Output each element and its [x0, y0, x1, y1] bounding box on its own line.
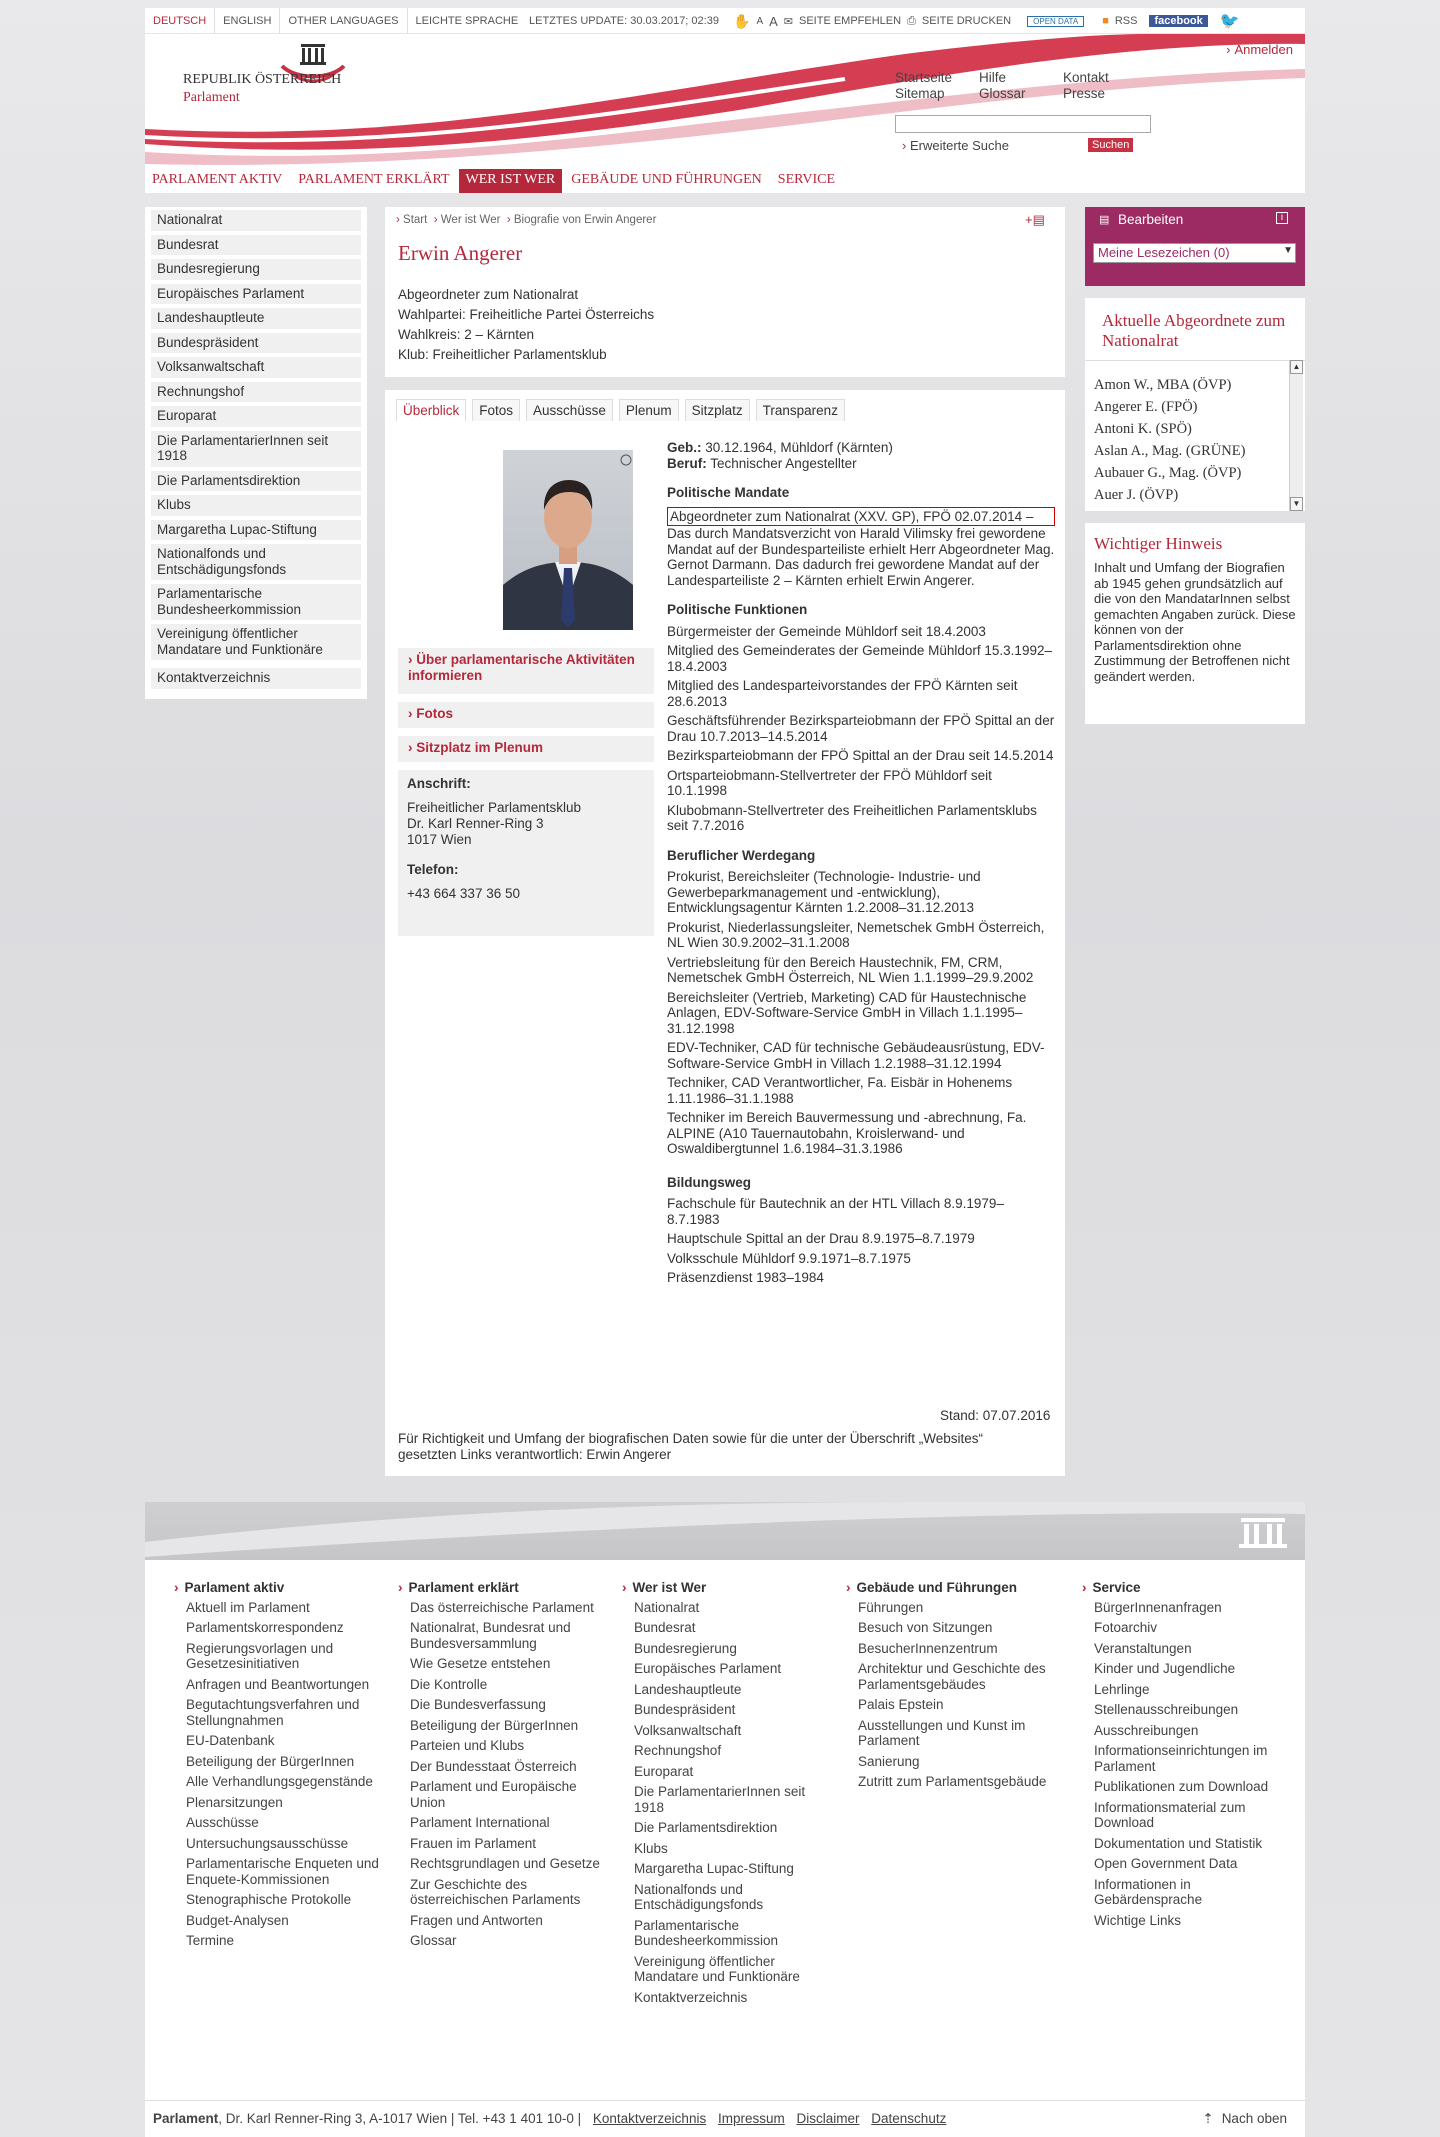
function-item: Bezirksparteiobmann der FPÖ Spittal an der Drau seit 14.5.2014: [667, 748, 1054, 763]
footer-link[interactable]: Parlament International: [410, 1815, 550, 1830]
contact-box: [398, 770, 654, 936]
bookmark-add-icon[interactable]: +▤: [1025, 212, 1045, 227]
footer-link[interactable]: Europäisches Parlament: [634, 1661, 782, 1676]
phone-label: Telefon:: [407, 862, 459, 877]
mail-icon[interactable]: ✉: [783, 15, 793, 28]
footer-link[interactable]: Anfragen und Beantwortungen: [186, 1676, 370, 1692]
sidebar-item[interactable]: Nationalfonds und Entschädigungsfonds: [151, 544, 361, 580]
footer-band: [145, 1502, 1305, 1560]
top-bar: [145, 8, 1305, 34]
footer-link[interactable]: Lehrlinge: [1094, 1681, 1150, 1697]
login-link[interactable]: › Anmelden: [1226, 42, 1293, 57]
search-button[interactable]: Suchen: [1088, 138, 1133, 152]
footer-link[interactable]: Die Bundesverfassung: [410, 1697, 546, 1712]
utility-nav: [895, 70, 1155, 102]
footer-col-parlament-erklaert: › Parlament erklärt Das österreichische Parlament Nationalrat, Bundesrat und Bundesversammlung Wie Gesetze entstehen Die Kontrolle Die Bundesverfassung Beteiligung der BürgerInnen Parteien und Klubs Der Bundesstaat Österreich Parlament und Europäische Union Parlament International Frauen im Parlament Rechtsgrundlagen und Gesetze Zur Geschichte des österreichischen Parlaments Fragen und Antworten Glossar: [398, 1580, 606, 1954]
bio-details: [667, 440, 1055, 1290]
sidebar-item[interactable]: Vereinigung öffentlicher Mandatare und Funktionäre: [151, 624, 361, 660]
bookmarks-value: Meine Lesezeichen (0): [1098, 245, 1230, 260]
footer-link[interactable]: Nationalrat: [634, 1599, 700, 1615]
breadcrumb-wer-ist-wer[interactable]: Wer ist Wer: [440, 214, 501, 226]
footer-link[interactable]: Das österreichische Parlament: [410, 1599, 594, 1615]
mandates-heading: Politische Mandate: [667, 485, 790, 500]
list-item[interactable]: Aubauer G., Mag. (ÖVP): [1094, 465, 1242, 481]
breadcrumb: › Start › Wer ist Wer › Biografie von Erwin Angerer: [396, 214, 657, 226]
address-label: Anschrift:: [407, 776, 471, 791]
scroll-down-icon[interactable]: ▼: [1290, 497, 1303, 511]
footer-col-service: › Service BürgerInnenanfragen Fotoarchiv Veranstaltungen Kinder und Jugendliche Lehrlinge Stellenausschreibungen Ausschreibungen Informationseinrichtungen im Parlament Publikationen zum Download Informationsmaterial zum Download Dokumentation und Statistik Open Government Data Informationen in Gebärdensprache Wichtige Links: [1082, 1580, 1290, 1933]
phone-number: +43 664 337 36 50: [407, 886, 520, 901]
footer-link[interactable]: Informationsmaterial zum Download: [1094, 1799, 1246, 1830]
footer-link[interactable]: Budget-Analysen: [186, 1912, 289, 1928]
list-item[interactable]: Aslan A., Mag. (GRÜNE): [1094, 443, 1246, 459]
footer-link[interactable]: Zutritt zum Parlamentsgebäude: [858, 1774, 1047, 1789]
open-data-badge[interactable]: OPEN DATA: [1027, 16, 1084, 27]
footer-link[interactable]: Architektur und Geschichte des Parlamentsgebäudes: [858, 1661, 1046, 1692]
footer-link[interactable]: Volksanwaltschaft: [634, 1722, 742, 1738]
footer-link[interactable]: Nationalfonds und Entschädigungsfonds: [634, 1881, 764, 1912]
lang-other[interactable]: OTHER LANGUAGES: [280, 8, 407, 34]
footer-link[interactable]: Plenarsitzungen: [186, 1794, 283, 1810]
footer-col-title[interactable]: Service: [1092, 1580, 1141, 1595]
utility-hilfe[interactable]: Hilfe: [979, 70, 1007, 85]
footer-link[interactable]: Klubs: [634, 1840, 668, 1856]
footer-kontakt-link[interactable]: Kontaktverzeichnis: [592, 2111, 707, 2126]
function-item: Bürgermeister der Gemeinde Mühldorf seit 18.4.2003: [667, 623, 986, 639]
footer-link[interactable]: Europarat: [634, 1763, 694, 1779]
list-item[interactable]: Amon W., MBA (ÖVP): [1094, 377, 1232, 393]
footer-link[interactable]: Der Bundesstaat Österreich: [410, 1758, 577, 1774]
education-item: Fachschule für Bautechnik an der HTL Villach 8.9.1979–8.7.1983: [667, 1196, 1004, 1227]
current-mandate: Abgeordneter zum Nationalrat (XXV. GP), FPÖ 02.07.2014 –: [667, 507, 1055, 527]
education-item: Präsenzdienst 1983–1984: [667, 1270, 824, 1285]
parlament-footer-icon: [1233, 1510, 1293, 1555]
sidebar-item[interactable]: Nationalrat: [151, 210, 361, 231]
current-members-list: [1094, 374, 1284, 506]
lang-deutsch[interactable]: DEUTSCH: [145, 8, 215, 34]
footer-link[interactable]: Frauen im Parlament: [410, 1835, 537, 1851]
footer-link[interactable]: Nationalrat, Bundesrat und Bundesversammlung: [410, 1620, 571, 1651]
footer-link[interactable]: Begutachtungsverfahren und Stellungnahmen: [186, 1697, 360, 1728]
tab-ausschuesse[interactable]: Ausschüsse: [526, 399, 613, 421]
tab-sitzplatz[interactable]: Sitzplatz: [685, 399, 750, 421]
divider: [1085, 360, 1305, 361]
footer-link[interactable]: Publikationen zum Download: [1094, 1779, 1269, 1794]
nav-gebaeude[interactable]: GEBÄUDE UND FÜHRUNGEN: [571, 172, 762, 187]
arrow-up-icon: ⇡: [1202, 2111, 1214, 2126]
activities-label[interactable]: Über parlamentarische Aktivitäten informieren: [408, 652, 635, 683]
login-label[interactable]: Anmelden: [1234, 42, 1293, 57]
font-large-button[interactable]: A: [769, 13, 778, 29]
footer-link[interactable]: Vereinigung öffentlicher Mandatare und Funktionäre: [634, 1953, 800, 1984]
education-heading: Bildungsweg: [667, 1174, 751, 1190]
footer-link[interactable]: Dokumentation und Statistik: [1094, 1835, 1263, 1851]
utility-kontakt[interactable]: Kontakt: [1063, 70, 1109, 85]
footer-link[interactable]: Termine: [186, 1933, 235, 1948]
edit-link[interactable]: Bearbeiten: [1118, 212, 1184, 227]
sidebar-item[interactable]: Volksanwaltschaft: [151, 357, 361, 378]
sidebar-item[interactable]: Bundesregierung: [151, 259, 361, 280]
back-to-top-link[interactable]: [1202, 2111, 1287, 2127]
career-item: Techniker, CAD Verantwortlicher, Fa. Eisbär in Hohenems 1.11.1986–31.1.1988: [667, 1075, 1013, 1106]
footer-link[interactable]: Bundesregierung: [634, 1640, 737, 1656]
footer-link[interactable]: Palais Epstein: [858, 1697, 944, 1712]
footer-link[interactable]: Führungen: [858, 1599, 924, 1615]
chevron-down-icon: ▼: [1283, 245, 1293, 256]
nav-parlament-aktiv[interactable]: PARLAMENT AKTIV: [152, 172, 283, 187]
footer-link[interactable]: Beteiligung der BürgerInnen: [186, 1753, 355, 1769]
photos-label[interactable]: Fotos: [416, 706, 454, 721]
font-small-button[interactable]: A: [756, 15, 764, 27]
footer-link[interactable]: Ausstellungen und Kunst im Parlament: [858, 1717, 1026, 1748]
footer-link[interactable]: Regierungsvorlagen und Gesetzesinitiativen: [186, 1640, 334, 1671]
career-item: Vertriebsleitung für den Bereich Haustechnik, FM, CRM, Nemetschek GmbH Österreich, NL Wien 1.1.1999–29.9.2002: [667, 954, 1034, 985]
photos-link[interactable]: › Fotos: [398, 702, 654, 728]
advanced-search-label[interactable]: Erweiterte Suche: [909, 138, 1009, 153]
footer-datenschutz-link[interactable]: Datenschutz: [871, 2111, 947, 2126]
footer-col-title[interactable]: Parlament aktiv: [184, 1580, 285, 1595]
sidebar-item[interactable]: Klubs: [151, 495, 361, 516]
person-role: Abgeordneter zum Nationalrat: [398, 287, 579, 302]
born-value: 30.12.1964, Mühldorf (Kärnten): [705, 440, 893, 455]
main-nav: [145, 169, 1305, 193]
list-item[interactable]: Angerer E. (FPÖ): [1094, 399, 1198, 415]
breadcrumb-current: Biografie von Erwin Angerer: [513, 214, 657, 226]
advanced-search-link[interactable]: › Erweiterte Suche: [902, 138, 1009, 153]
last-update: LETZTES UPDATE: 30.03.2017; 02:39: [529, 15, 719, 27]
sidebar-nav: [145, 207, 367, 699]
utility-glossar[interactable]: Glossar: [979, 86, 1026, 101]
hint-title: Wichtiger Hinweis: [1094, 534, 1223, 553]
footer-col-wer-ist-wer: › Wer ist Wer Nationalrat Bundesrat Bundesregierung Europäisches Parlament Landeshauptleute Bundespräsident Volksanwaltschaft Rechnungshof Europarat Die ParlamentarierInnen seit 1918 Die Parlamentsdirektion Klubs Margaretha Lupac-Stiftung Nationalfonds und Entschädigungsfonds Parlamentarische Bundesheerkommission Vereinigung öffentlicher Mandatare und Funktionäre Kontaktverzeichnis: [622, 1580, 830, 2010]
footer-link[interactable]: Ausschüsse: [186, 1815, 259, 1830]
org-subname: Parlament: [183, 90, 240, 105]
footer-col-title[interactable]: Parlament erklärt: [408, 1580, 519, 1595]
stand-date: Stand: 07.07.2016: [940, 1408, 1051, 1423]
footer-link[interactable]: Die Kontrolle: [410, 1676, 488, 1692]
footer-link[interactable]: Parteien und Klubs: [410, 1738, 525, 1753]
footer-link[interactable]: Landeshauptleute: [634, 1681, 742, 1697]
footer-link[interactable]: Margaretha Lupac-Stiftung: [634, 1861, 794, 1876]
functions-heading: Politische Funktionen: [667, 602, 808, 617]
footer-link[interactable]: Stenographische Protokolle: [186, 1892, 352, 1907]
portrait-photo[interactable]: [503, 450, 633, 630]
list-item[interactable]: Antoni K. (SPÖ): [1094, 421, 1192, 437]
sidebar-item[interactable]: Bundespräsident: [151, 333, 361, 354]
toolbar: [733, 8, 1240, 34]
hint-text: Inhalt und Umfang der Biografien ab 1945 gehen grundsätzlich auf die von den MandatarInnen selbst gemachten Angaben zurück. Diese können von der Parlamentsdirektion ohne Zustimmung der Betroffenen nicht geändert werden.: [1094, 560, 1296, 684]
footer-link[interactable]: Parlament und Europäische Union: [410, 1779, 577, 1810]
footer-link[interactable]: Veranstaltungen: [1094, 1640, 1192, 1656]
bookmarks-select[interactable]: [1093, 243, 1296, 263]
career-heading: Beruflicher Werdegang: [667, 847, 816, 863]
sidebar-item[interactable]: Rechnungshof: [151, 382, 361, 403]
facebook-button[interactable]: facebook: [1149, 15, 1207, 27]
sidebar-item[interactable]: Europäisches Parlament: [151, 284, 361, 305]
footer-link[interactable]: Ausschreibungen: [1094, 1722, 1199, 1738]
footer-swoosh: [145, 1502, 1305, 1560]
career-item: Bereichsleiter (Vertrieb, Marketing) CAD für Haustechnische Anlagen, EDV-Software-Service GmbH in Villach 1.1.1995–31.12.1998: [667, 989, 1027, 1036]
edit-icon[interactable]: ▤: [1099, 214, 1110, 226]
portrait-image: [503, 450, 633, 630]
print-link[interactable]: SEITE DRUCKEN: [921, 15, 1012, 27]
tab-plenum[interactable]: Plenum: [619, 399, 679, 421]
sidebar-item[interactable]: Parlamentarische Bundesheerkommission: [151, 584, 361, 620]
search-input[interactable]: [895, 115, 1151, 133]
footer-link[interactable]: Kontaktverzeichnis: [634, 1989, 748, 2005]
person-info: [398, 285, 654, 365]
footer-link[interactable]: Glossar: [410, 1933, 457, 1948]
nav-wer-ist-wer[interactable]: WER IST WER: [459, 169, 563, 193]
sidebar-item[interactable]: Margaretha Lupac-Stiftung: [151, 520, 361, 541]
tab-ueberblick[interactable]: Überblick: [396, 399, 466, 421]
footer-link[interactable]: Parlamentskorrespondenz: [186, 1620, 344, 1635]
footer-link[interactable]: BesucherInnenzentrum: [858, 1640, 998, 1656]
footer-col-parlament-aktiv: › Parlament aktiv Aktuell im Parlament Parlamentskorrespondenz Regierungsvorlagen und Gesetzesinitiativen Anfragen und Beantwortungen Begutachtungsverfahren und Stellungnahmen EU-Datenbank Beteiligung der BürgerInnen Alle Verhandlungsgegenstände Plenarsitzungen Ausschüsse Untersuchungsausschüsse Parlamentarische Enqueten und Enquete-Kommissionen Stenographische Protokolle Budget-Analysen Termine: [174, 1580, 382, 1954]
footer-link[interactable]: EU-Datenbank: [186, 1733, 275, 1748]
footer-link[interactable]: Alle Verhandlungsgegenstände: [186, 1774, 373, 1789]
utility-startseite[interactable]: Startseite: [895, 70, 953, 85]
utility-presse[interactable]: Presse: [1063, 86, 1106, 101]
sign-language-icon[interactable]: ✋: [733, 12, 751, 29]
print-icon[interactable]: ⎙: [907, 14, 916, 27]
tab-bar: [396, 399, 845, 421]
footer-link[interactable]: Die ParlamentarierInnen seit 1918: [634, 1784, 806, 1815]
function-item: Mitglied des Gemeinderates der Gemeinde Mühldorf 15.3.1992–18.4.2003: [667, 643, 1052, 674]
footer-link[interactable]: Informationen in Gebärdensprache: [1094, 1876, 1203, 1907]
sidebar-item[interactable]: Die Parlamentsdirektion: [151, 471, 361, 492]
footer-link[interactable]: Die Parlamentsdirektion: [634, 1820, 778, 1835]
back-to-top-label[interactable]: Nach oben: [1221, 2111, 1287, 2126]
twitter-icon[interactable]: 🐦: [1219, 13, 1240, 30]
footer-link[interactable]: Parlamentarische Enqueten und Enquete-Kommissionen: [186, 1856, 379, 1887]
person-district: Wahlkreis: 2 – Kärnten: [398, 327, 535, 342]
footer-link[interactable]: Sanierung: [858, 1753, 920, 1769]
footer-link[interactable]: Kinder und Jugendliche: [1094, 1661, 1236, 1676]
person-club: Klub: Freiheitlicher Parlamentsklub: [398, 347, 607, 362]
career-item: Prokurist, Bereichsleiter (Technologie- Industrie- und Gewerbeparkmanagement und -entwicklung), Entwicklungsagentur Kärnten 1.2.2008–31.12.2013: [667, 869, 981, 915]
born-label: Geb.:: [667, 440, 702, 455]
seat-label[interactable]: Sitzplatz im Plenum: [416, 740, 544, 755]
footer-col-title[interactable]: Wer ist Wer: [632, 1580, 707, 1595]
footer-link[interactable]: Bundesrat: [634, 1620, 696, 1635]
sidebar-item[interactable]: Europarat: [151, 406, 361, 427]
function-item: Mitglied des Landesparteivorstandes der FPÖ Kärnten seit 28.6.2013: [667, 678, 1018, 709]
function-item: Geschäftsführender Bezirksparteiobmann der FPÖ Spittal an der Drau 10.7.2013–14.5.2014: [667, 713, 1055, 744]
sidebar-item[interactable]: Kontaktverzeichnis: [151, 668, 361, 689]
address-line: Dr. Karl Renner-Ring 3: [407, 816, 544, 831]
address-line: 1017 Wien: [407, 832, 472, 847]
footer-bottom: [145, 2100, 1305, 2137]
education-item: Volksschule Mühldorf 9.9.1971–8.7.1975: [667, 1250, 911, 1266]
footer-address: [153, 2111, 946, 2126]
footer-link[interactable]: Rechnungshof: [634, 1743, 722, 1758]
footer-address-text: , Dr. Karl Renner-Ring 3, A-1017 Wien | Tel. +43 1 401 10-0 |: [218, 2111, 582, 2126]
job-value: Technischer Angestellter: [710, 455, 857, 471]
lang-english[interactable]: ENGLISH: [215, 8, 280, 34]
footer-link[interactable]: Besuch von Sitzungen: [858, 1620, 993, 1635]
footer-col-gebaeude: › Gebäude und Führungen Führungen Besuch von Sitzungen BesucherInnenzentrum Architektur und Geschichte des Parlamentsgebäudes Palais Epstein Ausstellungen und Kunst im Parlament Sanierung Zutritt zum Parlamentsgebäude: [846, 1580, 1054, 1795]
activities-link[interactable]: › Über parlamentarische Aktivitäten informieren: [398, 648, 654, 694]
seat-link[interactable]: › Sitzplatz im Plenum: [398, 736, 654, 762]
footer-link[interactable]: Beteiligung der BürgerInnen: [410, 1717, 579, 1733]
scrollbar[interactable]: [1289, 360, 1303, 511]
footer-link[interactable]: Wie Gesetze entstehen: [410, 1656, 551, 1671]
footer-link[interactable]: BürgerInnenanfragen: [1094, 1599, 1222, 1615]
breadcrumb-start[interactable]: Start: [403, 214, 428, 226]
rss-icon[interactable]: ■: [1102, 15, 1109, 27]
language-switcher: [145, 8, 526, 34]
footer-link[interactable]: Open Government Data: [1094, 1856, 1238, 1871]
sidebar-item[interactable]: Die ParlamentarierInnen seit 1918: [151, 431, 361, 467]
footer-disclaimer-link[interactable]: Disclaimer: [796, 2111, 860, 2126]
rss-link[interactable]: RSS: [1114, 15, 1138, 27]
job-label: Beruf:: [667, 455, 707, 471]
footer-link[interactable]: Fotoarchiv: [1094, 1620, 1158, 1635]
career-item: Prokurist, Niederlassungsleiter, Nemetschek GmbH Österreich, NL Wien 30.9.2002–31.1.2008: [667, 919, 1045, 950]
bio-disclaimer: Für Richtigkeit und Umfang der biografischen Daten sowie für die unter der Überschrift „Websites“ gesetzten Links verantwortlich: Erwin Angerer: [398, 1431, 984, 1462]
footer-col-title[interactable]: Gebäude und Führungen: [856, 1580, 1017, 1595]
footer-link[interactable]: Parlamentarische Bundesheerkommission: [634, 1917, 779, 1948]
footer-link[interactable]: Bundespräsident: [634, 1702, 736, 1717]
page-title: Erwin Angerer: [398, 241, 523, 265]
mandate-note: Das durch Mandatsverzicht von Harald Vilimsky frei gewordene Mandat auf der Bundesparteiliste erhielt Herr Abgeordneter Mag. Gernot Darmann. Das dadurch frei gewordene Mandat auf der Landesparteiliste 2 – Kärnten erhielt Erwin Angerer.: [667, 526, 1055, 588]
lang-easy[interactable]: LEICHTE SPRACHE: [415, 15, 519, 27]
address-line: Freiheitlicher Parlamentsklub: [407, 800, 582, 815]
sidebar-item[interactable]: Bundesrat: [151, 235, 361, 256]
function-item: Klubobmann-Stellvertreter des Freiheitlichen Parlamentsklubs seit 7.7.2016: [667, 802, 1037, 833]
education-item: Hauptschule Spittal an der Drau 8.9.1975–8.7.1979: [667, 1231, 975, 1246]
nav-parlament-erklaert[interactable]: PARLAMENT ERKLÄRT: [298, 172, 450, 187]
footer-address-bold: Parlament: [153, 2111, 219, 2126]
tab-transparenz[interactable]: Transparenz: [756, 399, 845, 421]
recommend-link[interactable]: SEITE EMPFEHLEN: [799, 15, 902, 27]
scroll-up-icon[interactable]: ▲: [1290, 360, 1303, 374]
tab-fotos[interactable]: Fotos: [472, 399, 520, 421]
current-members-title: Aktuelle Abgeordnete zum Nationalrat: [1102, 311, 1286, 350]
footer-link[interactable]: Zur Geschichte des österreichischen Parlaments: [410, 1876, 581, 1907]
person-party: Wahlpartei: Freiheitliche Partei Österreichs: [398, 307, 655, 322]
footer-link[interactable]: Untersuchungsausschüsse: [186, 1835, 349, 1851]
footer-link[interactable]: Fragen und Antworten: [410, 1912, 543, 1928]
function-item: Ortsparteiobmann-Stellvertreter der FPÖ Mühldorf seit 10.1.1998: [667, 767, 992, 798]
nav-service[interactable]: SERVICE: [777, 172, 836, 187]
org-name: REPUBLIK ÖSTERREICH: [183, 72, 342, 87]
career-item: EDV-Techniker, CAD für technische Gebäudeausrüstung, EDV-Software-Service GmbH in Villach 1.2.1988–31.12.1994: [667, 1040, 1045, 1071]
footer-impressum-link[interactable]: Impressum: [717, 2111, 785, 2126]
footer-link[interactable]: Stellenausschreibungen: [1094, 1702, 1239, 1717]
footer-link[interactable]: Wichtige Links: [1094, 1912, 1182, 1928]
footer-link[interactable]: Aktuell im Parlament: [186, 1599, 310, 1615]
footer-link[interactable]: Rechtsgrundlagen und Gesetze: [410, 1856, 600, 1871]
utility-sitemap[interactable]: Sitemap: [895, 86, 945, 101]
info-icon[interactable]: i: [1276, 212, 1288, 224]
footer-link[interactable]: Informationseinrichtungen im Parlament: [1094, 1743, 1268, 1774]
sidebar-item[interactable]: Landeshauptleute: [151, 308, 361, 329]
list-item[interactable]: Auer J. (ÖVP): [1094, 487, 1179, 503]
career-item: Techniker im Bereich Bauvermessung und -abrechnung, Fa. ALPINE (A10 Tauernautobahn, Kroislerwand- und Oswaldibergtunnel 1.6.1984–31.3.1986: [667, 1110, 1027, 1156]
